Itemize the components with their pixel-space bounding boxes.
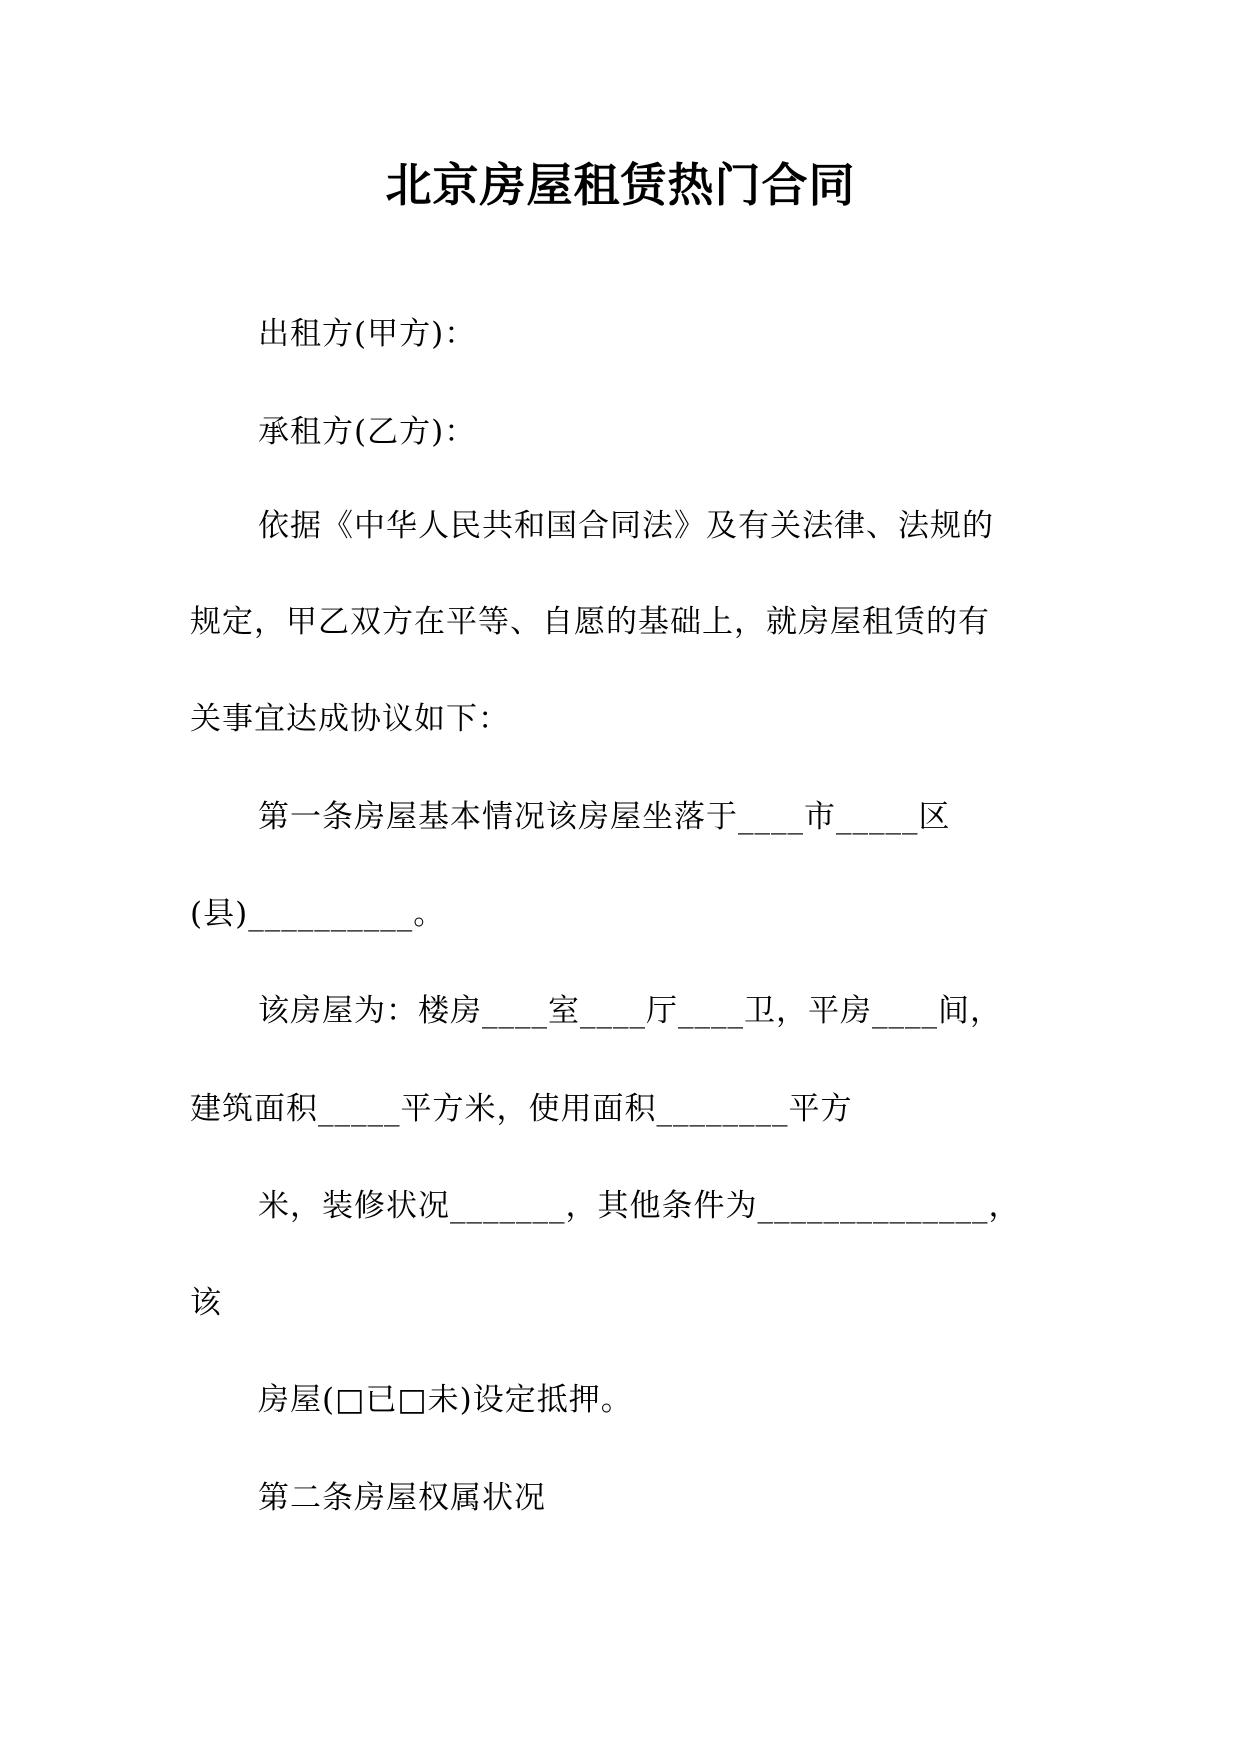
article-2-heading: 第二条房屋权属状况 — [258, 1480, 546, 1516]
continuation-line: 该 — [190, 1285, 222, 1321]
decoration-line: 米，装修状况_______，其他条件为______________， — [258, 1188, 1021, 1224]
preamble-line-3: 关事宜达成协议如下： — [190, 701, 510, 737]
article-1-county-line: (县)__________。 — [190, 896, 446, 932]
mortgage-line: 房屋(□已□未)设定抵押。 — [258, 1382, 633, 1418]
lessor-line: 出租方(甲方)： — [258, 316, 477, 352]
lessee-line: 承租方(乙方)： — [258, 414, 477, 450]
preamble-line-1: 依据《中华人民共和国合同法》及有关法律、法规的 — [258, 508, 994, 544]
preamble-line-2: 规定，甲乙双方在平等、自愿的基础上，就房屋租赁的有 — [190, 604, 990, 640]
area-line: 建筑面积_____平方米，使用面积________平方 — [190, 1091, 853, 1127]
house-type-line: 该房屋为：楼房____室____厅____卫，平房____间， — [258, 993, 1002, 1029]
document-title: 北京房屋租赁热门合同 — [385, 158, 856, 212]
article-1-location-line: 第一条房屋基本情况该房屋坐落于____市_____区 — [258, 799, 951, 835]
